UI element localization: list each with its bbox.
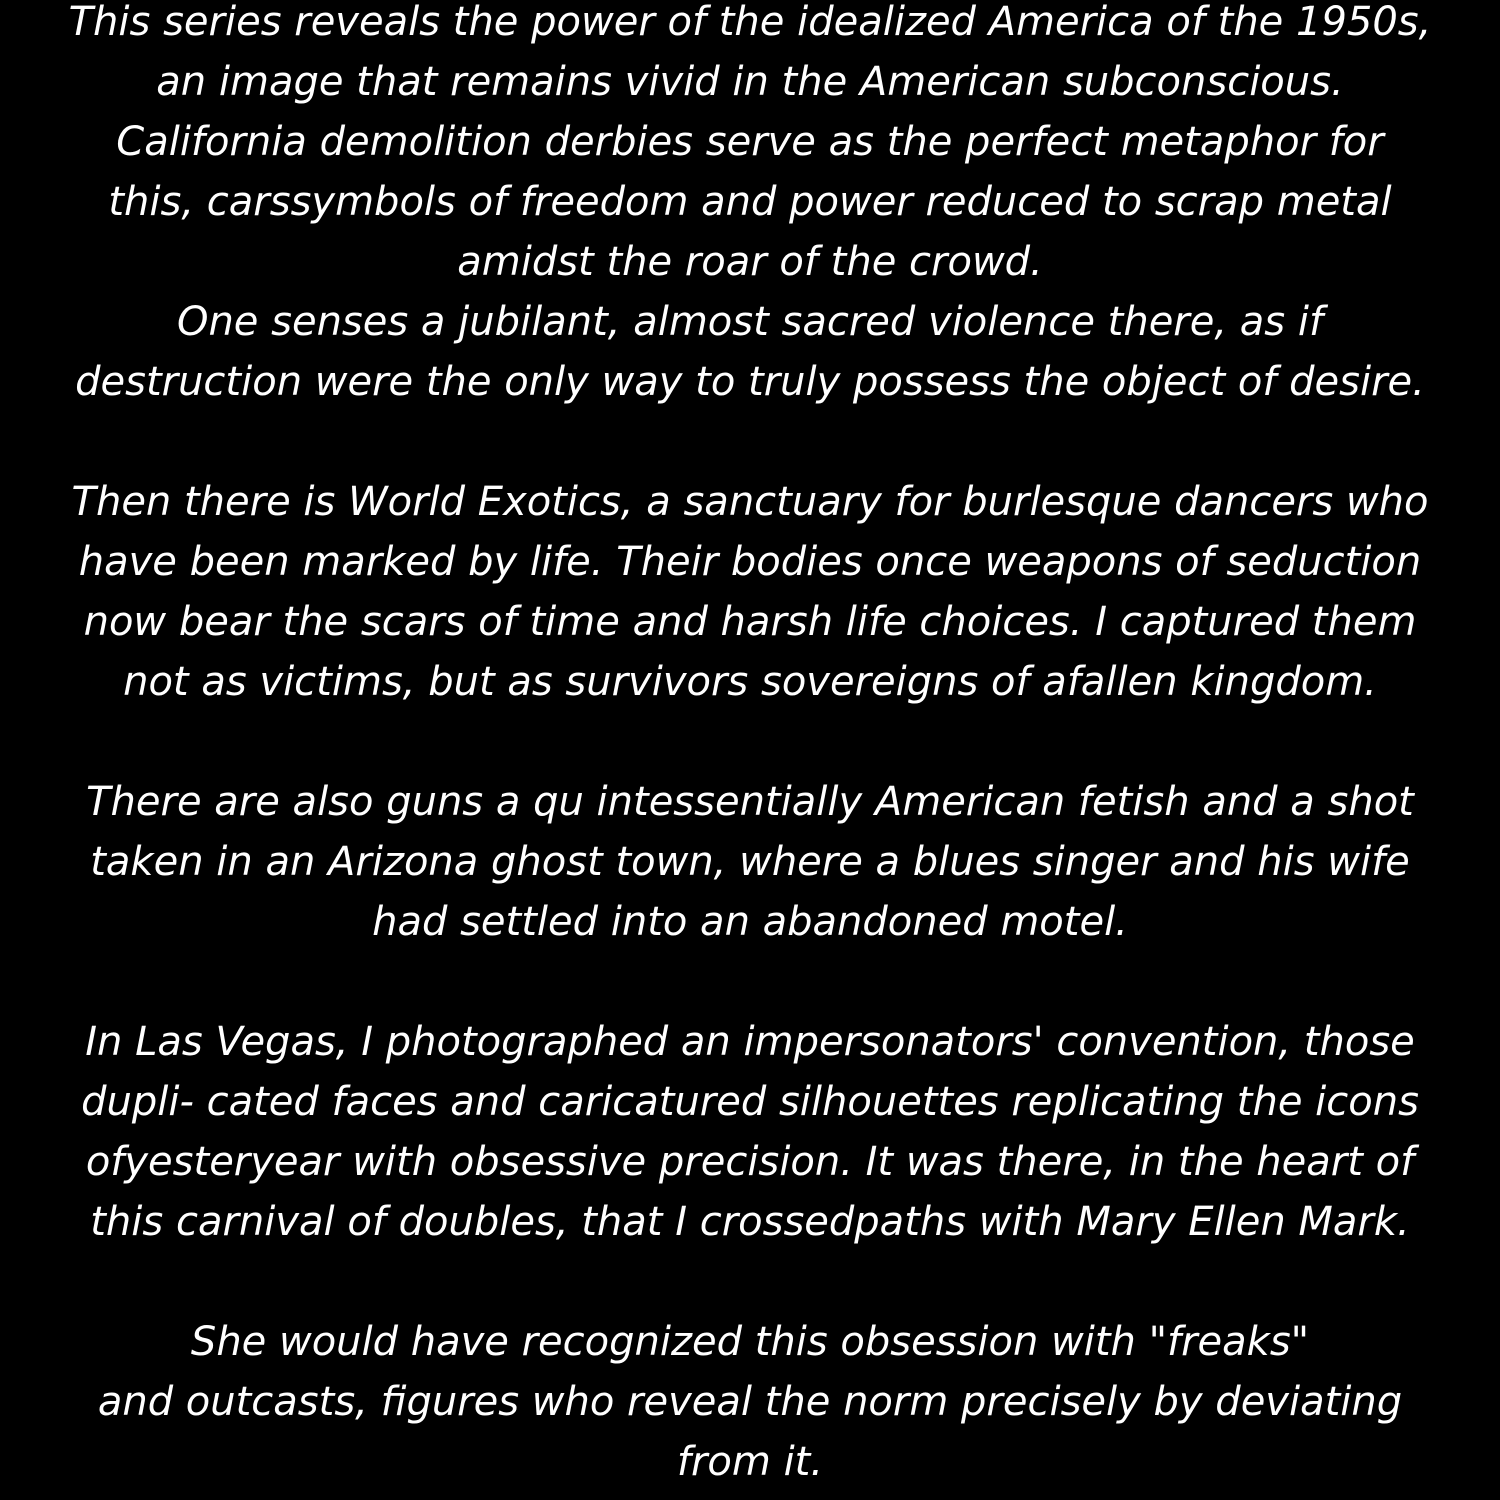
text-line: There are also guns a qu intessentially American fetish and a shot	[86, 779, 1414, 825]
text-line: She would have recognized this obsession with "freaks"	[190, 1319, 1310, 1365]
text-line: this carnival of doubles, that I crossedpaths with Mary Ellen Mark.	[90, 1199, 1410, 1245]
text-line: not as victims, but as survivors sovereigns of afallen kingdom.	[123, 659, 1377, 705]
text-line: ofyesteryear with obsessive precision. It was there, in the heart of	[85, 1139, 1415, 1185]
text-line: had settled into an abandoned motel.	[372, 899, 1128, 945]
text-line: and outcasts, figures who reveal the norm precisely by deviating	[97, 1379, 1403, 1425]
text-line: Then there is World Exotics, a sanctuary for burlesque dancers who	[71, 479, 1429, 525]
text-line: One senses a jubilant, almost sacred violence there, as if	[176, 299, 1324, 345]
text-line: California demolition derbies serve as the perfect metaphor for	[116, 119, 1384, 165]
text-line: amidst the roar of the crowd.	[457, 239, 1043, 285]
text-line: dupli- cated faces and caricatured silhouettes replicating the icons	[81, 1079, 1419, 1125]
text-line: In Las Vegas, I photographed an impersonators' convention, those	[85, 1019, 1415, 1065]
text-line: have been marked by life. Their bodies once weapons of seduction	[78, 539, 1422, 585]
text-line: This series reveals the power of the idealized America of the 1950s,	[68, 0, 1432, 45]
text-line: now bear the scars of time and harsh life choices. I captured them	[83, 599, 1417, 645]
text-line: destruction were the only way to truly possess the object of desire.	[75, 359, 1425, 405]
text-line: from it.	[676, 1439, 824, 1485]
text-line: taken in an Arizona ghost town, where a blues singer and his wife	[90, 839, 1410, 885]
text-line: this, carssymbols of freedom and power reduced to scrap metal	[108, 179, 1392, 225]
text-line: an image that remains vivid in the American subconscious.	[156, 59, 1344, 105]
